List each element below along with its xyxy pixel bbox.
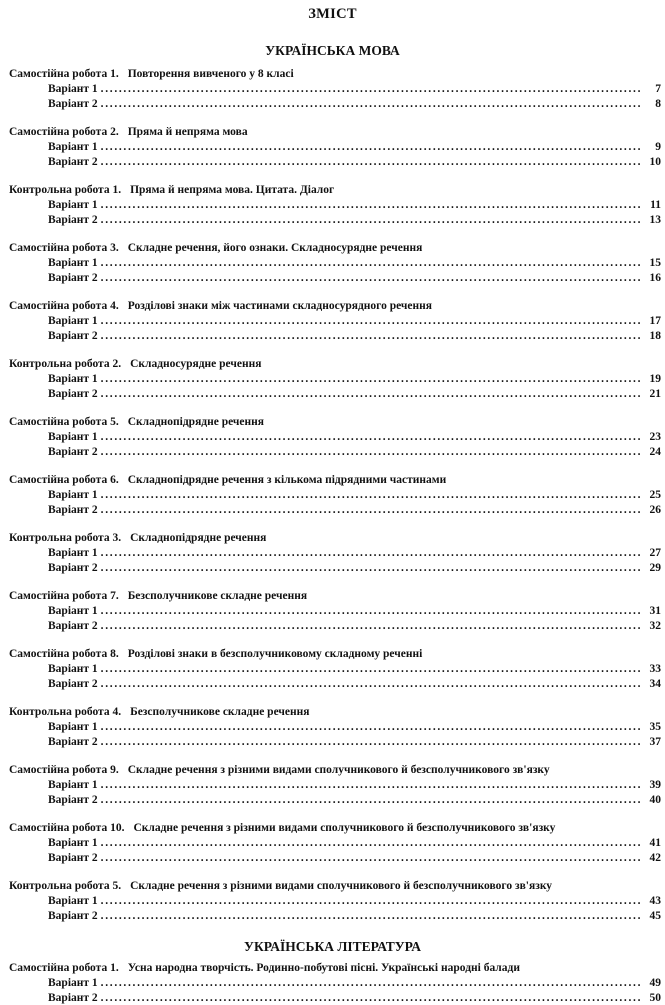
- work-type-label: Самостійна робота 5.: [9, 416, 119, 428]
- variant-label: Варіант 2: [48, 387, 98, 402]
- variant-label: Варіант 2: [48, 619, 98, 634]
- variant-row: [0, 793, 665, 808]
- toc-entry-heading: [0, 66, 665, 82]
- page-number: 39: [645, 778, 661, 793]
- page-number: 33: [645, 662, 661, 677]
- toc-entry: [0, 414, 665, 459]
- toc-entry: [0, 960, 665, 1005]
- work-type-label: Контрольна робота 3.: [9, 532, 121, 544]
- dot-leader: [101, 793, 642, 808]
- page-number: 40: [645, 793, 661, 808]
- variant-row: [0, 82, 665, 97]
- toc-entry: [0, 124, 665, 169]
- work-topic: Розділові знаки між частинами складносурядного речення: [128, 300, 432, 312]
- variant-label: Варіант 1: [48, 314, 98, 329]
- work-type-label: Самостійна робота 1.: [9, 962, 119, 974]
- variant-label: Варіант 1: [48, 894, 98, 909]
- work-topic: Пряма й непряма мова: [128, 126, 248, 138]
- work-topic: Складне речення, його ознаки. Складносурядне речення: [128, 242, 423, 254]
- variant-row: [0, 735, 665, 750]
- variant-label: Варіант 1: [48, 720, 98, 735]
- variant-label: Варіант 2: [48, 97, 98, 112]
- toc-entry-heading: [0, 588, 665, 604]
- page-number: 50: [645, 991, 661, 1005]
- page-title: ЗМІСТ: [0, 0, 665, 30]
- variant-row: [0, 155, 665, 170]
- variant-label: Варіант 1: [48, 82, 98, 97]
- toc-entry: [0, 820, 665, 865]
- toc-entry-heading: [0, 960, 665, 976]
- variant-row: [0, 256, 665, 271]
- variant-row: [0, 430, 665, 445]
- variant-label: Варіант 1: [48, 976, 98, 991]
- dot-leader: [101, 991, 642, 1005]
- work-topic: Пряма й непряма мова. Цитата. Діалог: [130, 184, 334, 196]
- variant-label: Варіант 1: [48, 546, 98, 561]
- dot-leader: [101, 677, 642, 692]
- toc-entry-heading: [0, 646, 665, 662]
- variant-row: [0, 604, 665, 619]
- dot-leader: [101, 546, 642, 561]
- work-type-label: Контрольна робота 5.: [9, 880, 121, 892]
- variant-row: [0, 213, 665, 228]
- variant-label: Варіант 1: [48, 198, 98, 213]
- variant-label: Варіант 1: [48, 604, 98, 619]
- page-number: 18: [645, 329, 661, 344]
- toc-entry-heading: [0, 704, 665, 720]
- dot-leader: [101, 314, 642, 329]
- page-number: 24: [645, 445, 661, 460]
- dot-leader: [101, 430, 642, 445]
- work-type-label: Самостійна робота 6.: [9, 474, 119, 486]
- page-number: 8: [645, 97, 661, 112]
- page-number: 19: [645, 372, 661, 387]
- page-number: 41: [645, 836, 661, 851]
- variant-row: [0, 445, 665, 460]
- work-topic: Усна народна творчість. Родинно-побутові пісні. Українські народні балади: [128, 962, 520, 974]
- page-number: 11: [645, 198, 661, 213]
- work-type-label: Контрольна робота 1.: [9, 184, 121, 196]
- work-topic: Розділові знаки в безсполучниковому складному реченні: [128, 648, 423, 660]
- page-number: 16: [645, 271, 661, 286]
- page-number: 35: [645, 720, 661, 735]
- page-number: 45: [645, 909, 661, 924]
- variant-label: Варіант 2: [48, 561, 98, 576]
- dot-leader: [101, 445, 642, 460]
- variant-label: Варіант 2: [48, 735, 98, 750]
- variant-label: Варіант 1: [48, 778, 98, 793]
- toc-entry: [0, 530, 665, 575]
- variant-label: Варіант 2: [48, 445, 98, 460]
- dot-leader: [101, 372, 642, 387]
- toc-entry: [0, 762, 665, 807]
- section-ukrainian-language: [0, 66, 665, 923]
- dot-leader: [101, 213, 642, 228]
- dot-leader: [101, 619, 642, 634]
- dot-leader: [101, 976, 642, 991]
- page-number: 9: [645, 140, 661, 155]
- toc-entry: [0, 298, 665, 343]
- work-type-label: Самостійна робота 8.: [9, 648, 119, 660]
- dot-leader: [101, 256, 642, 271]
- variant-label: Варіант 2: [48, 155, 98, 170]
- toc-entry-heading: [0, 472, 665, 488]
- work-topic: Повторення вивченого у 8 класі: [128, 68, 294, 80]
- variant-row: [0, 561, 665, 576]
- page-number: 25: [645, 488, 661, 503]
- variant-row: [0, 198, 665, 213]
- variant-row: [0, 503, 665, 518]
- page-number: 34: [645, 677, 661, 692]
- toc-entry-heading: [0, 530, 665, 546]
- work-topic: Складнопідрядне речення: [130, 532, 266, 544]
- work-type-label: Контрольна робота 2.: [9, 358, 121, 370]
- variant-row: [0, 778, 665, 793]
- dot-leader: [101, 271, 642, 286]
- work-type-label: Самостійна робота 4.: [9, 300, 119, 312]
- page-number: 43: [645, 894, 661, 909]
- dot-leader: [101, 735, 642, 750]
- toc-entry-heading: [0, 878, 665, 894]
- variant-label: Варіант 2: [48, 503, 98, 518]
- variant-label: Варіант 2: [48, 793, 98, 808]
- toc-entry: [0, 182, 665, 227]
- variant-row: [0, 677, 665, 692]
- variant-row: [0, 976, 665, 991]
- dot-leader: [101, 894, 642, 909]
- work-type-label: Самостійна робота 3.: [9, 242, 119, 254]
- page-number: 10: [645, 155, 661, 170]
- work-type-label: Самостійна робота 9.: [9, 764, 119, 776]
- variant-row: [0, 97, 665, 112]
- work-topic: Складне речення з різними видами сполучникового й безсполучникового зв'язку: [133, 822, 555, 834]
- variant-row: [0, 894, 665, 909]
- variant-row: [0, 619, 665, 634]
- dot-leader: [101, 604, 642, 619]
- variant-row: [0, 546, 665, 561]
- variant-row: [0, 720, 665, 735]
- toc-entry: [0, 588, 665, 633]
- page-number: 31: [645, 604, 661, 619]
- toc-entry: [0, 704, 665, 749]
- dot-leader: [101, 198, 642, 213]
- variant-row: [0, 909, 665, 924]
- variant-label: Варіант 2: [48, 851, 98, 866]
- dot-leader: [101, 561, 642, 576]
- page-number: 13: [645, 213, 661, 228]
- page-number: 17: [645, 314, 661, 329]
- work-topic: Складносурядне речення: [130, 358, 261, 370]
- variant-row: [0, 329, 665, 344]
- toc-entry-heading: [0, 414, 665, 430]
- section-title-ukrainian-language: УКРАЇНСЬКА МОВА: [0, 40, 665, 62]
- dot-leader: [101, 662, 642, 677]
- work-topic: Безсполучникове складне речення: [128, 590, 307, 602]
- variant-label: Варіант 2: [48, 271, 98, 286]
- dot-leader: [101, 851, 642, 866]
- page-number: 21: [645, 387, 661, 402]
- page-number: 27: [645, 546, 661, 561]
- work-type-label: Самостійна робота 2.: [9, 126, 119, 138]
- variant-label: Варіант 1: [48, 836, 98, 851]
- variant-label: Варіант 1: [48, 140, 98, 155]
- work-type-label: Самостійна робота 7.: [9, 590, 119, 602]
- variant-label: Варіант 1: [48, 430, 98, 445]
- variant-label: Варіант 1: [48, 488, 98, 503]
- dot-leader: [101, 140, 642, 155]
- page-number: 37: [645, 735, 661, 750]
- page-number: 23: [645, 430, 661, 445]
- section-ukrainian-literature: [0, 960, 665, 1005]
- dot-leader: [101, 329, 642, 344]
- toc-entry: [0, 878, 665, 923]
- toc-entry-heading: [0, 240, 665, 256]
- page-number: 32: [645, 619, 661, 634]
- variant-label: Варіант 2: [48, 909, 98, 924]
- variant-row: [0, 372, 665, 387]
- variant-row: [0, 836, 665, 851]
- toc-entry: [0, 646, 665, 691]
- toc-entry: [0, 472, 665, 517]
- work-topic: Складнопідрядне речення: [128, 416, 264, 428]
- toc-entry: [0, 240, 665, 285]
- variant-row: [0, 488, 665, 503]
- toc-entry-heading: [0, 762, 665, 778]
- work-topic: Складнопідрядне речення з кількома підрядними частинами: [128, 474, 447, 486]
- variant-row: [0, 851, 665, 866]
- page-number: 26: [645, 503, 661, 518]
- page-number: 49: [645, 976, 661, 991]
- dot-leader: [101, 488, 642, 503]
- variant-label: Варіант 1: [48, 372, 98, 387]
- variant-label: Варіант 1: [48, 662, 98, 677]
- dot-leader: [101, 387, 642, 402]
- page-number: 29: [645, 561, 661, 576]
- dot-leader: [101, 778, 642, 793]
- variant-row: [0, 662, 665, 677]
- variant-label: Варіант 2: [48, 329, 98, 344]
- work-topic: Безсполучникове складне речення: [130, 706, 309, 718]
- dot-leader: [101, 97, 642, 112]
- section-title-ukrainian-literature: УКРАЇНСЬКА ЛІТЕРАТУРА: [0, 936, 665, 958]
- page-number: 42: [645, 851, 661, 866]
- toc-entry-heading: [0, 124, 665, 140]
- dot-leader: [101, 155, 642, 170]
- variant-row: [0, 140, 665, 155]
- variant-row: [0, 387, 665, 402]
- dot-leader: [101, 82, 642, 97]
- variant-row: [0, 991, 665, 1005]
- variant-label: Варіант 2: [48, 991, 98, 1005]
- dot-leader: [101, 720, 642, 735]
- toc-entry-heading: [0, 182, 665, 198]
- toc-entry-heading: [0, 298, 665, 314]
- work-topic: Складне речення з різними видами сполучникового й безсполучникового зв'язку: [130, 880, 552, 892]
- work-topic: Складне речення з різними видами сполучникового й безсполучникового зв'язку: [128, 764, 550, 776]
- work-type-label: Контрольна робота 4.: [9, 706, 121, 718]
- variant-row: [0, 314, 665, 329]
- page-number: 15: [645, 256, 661, 271]
- toc-entry: [0, 66, 665, 111]
- dot-leader: [101, 909, 642, 924]
- page-number: 7: [645, 82, 661, 97]
- dot-leader: [101, 836, 642, 851]
- toc-entry-heading: [0, 820, 665, 836]
- variant-label: Варіант 1: [48, 256, 98, 271]
- work-type-label: Самостійна робота 10.: [9, 822, 124, 834]
- dot-leader: [101, 503, 642, 518]
- variant-label: Варіант 2: [48, 213, 98, 228]
- variant-row: [0, 271, 665, 286]
- work-type-label: Самостійна робота 1.: [9, 68, 119, 80]
- toc-entry-heading: [0, 356, 665, 372]
- toc-entry: [0, 356, 665, 401]
- variant-label: Варіант 2: [48, 677, 98, 692]
